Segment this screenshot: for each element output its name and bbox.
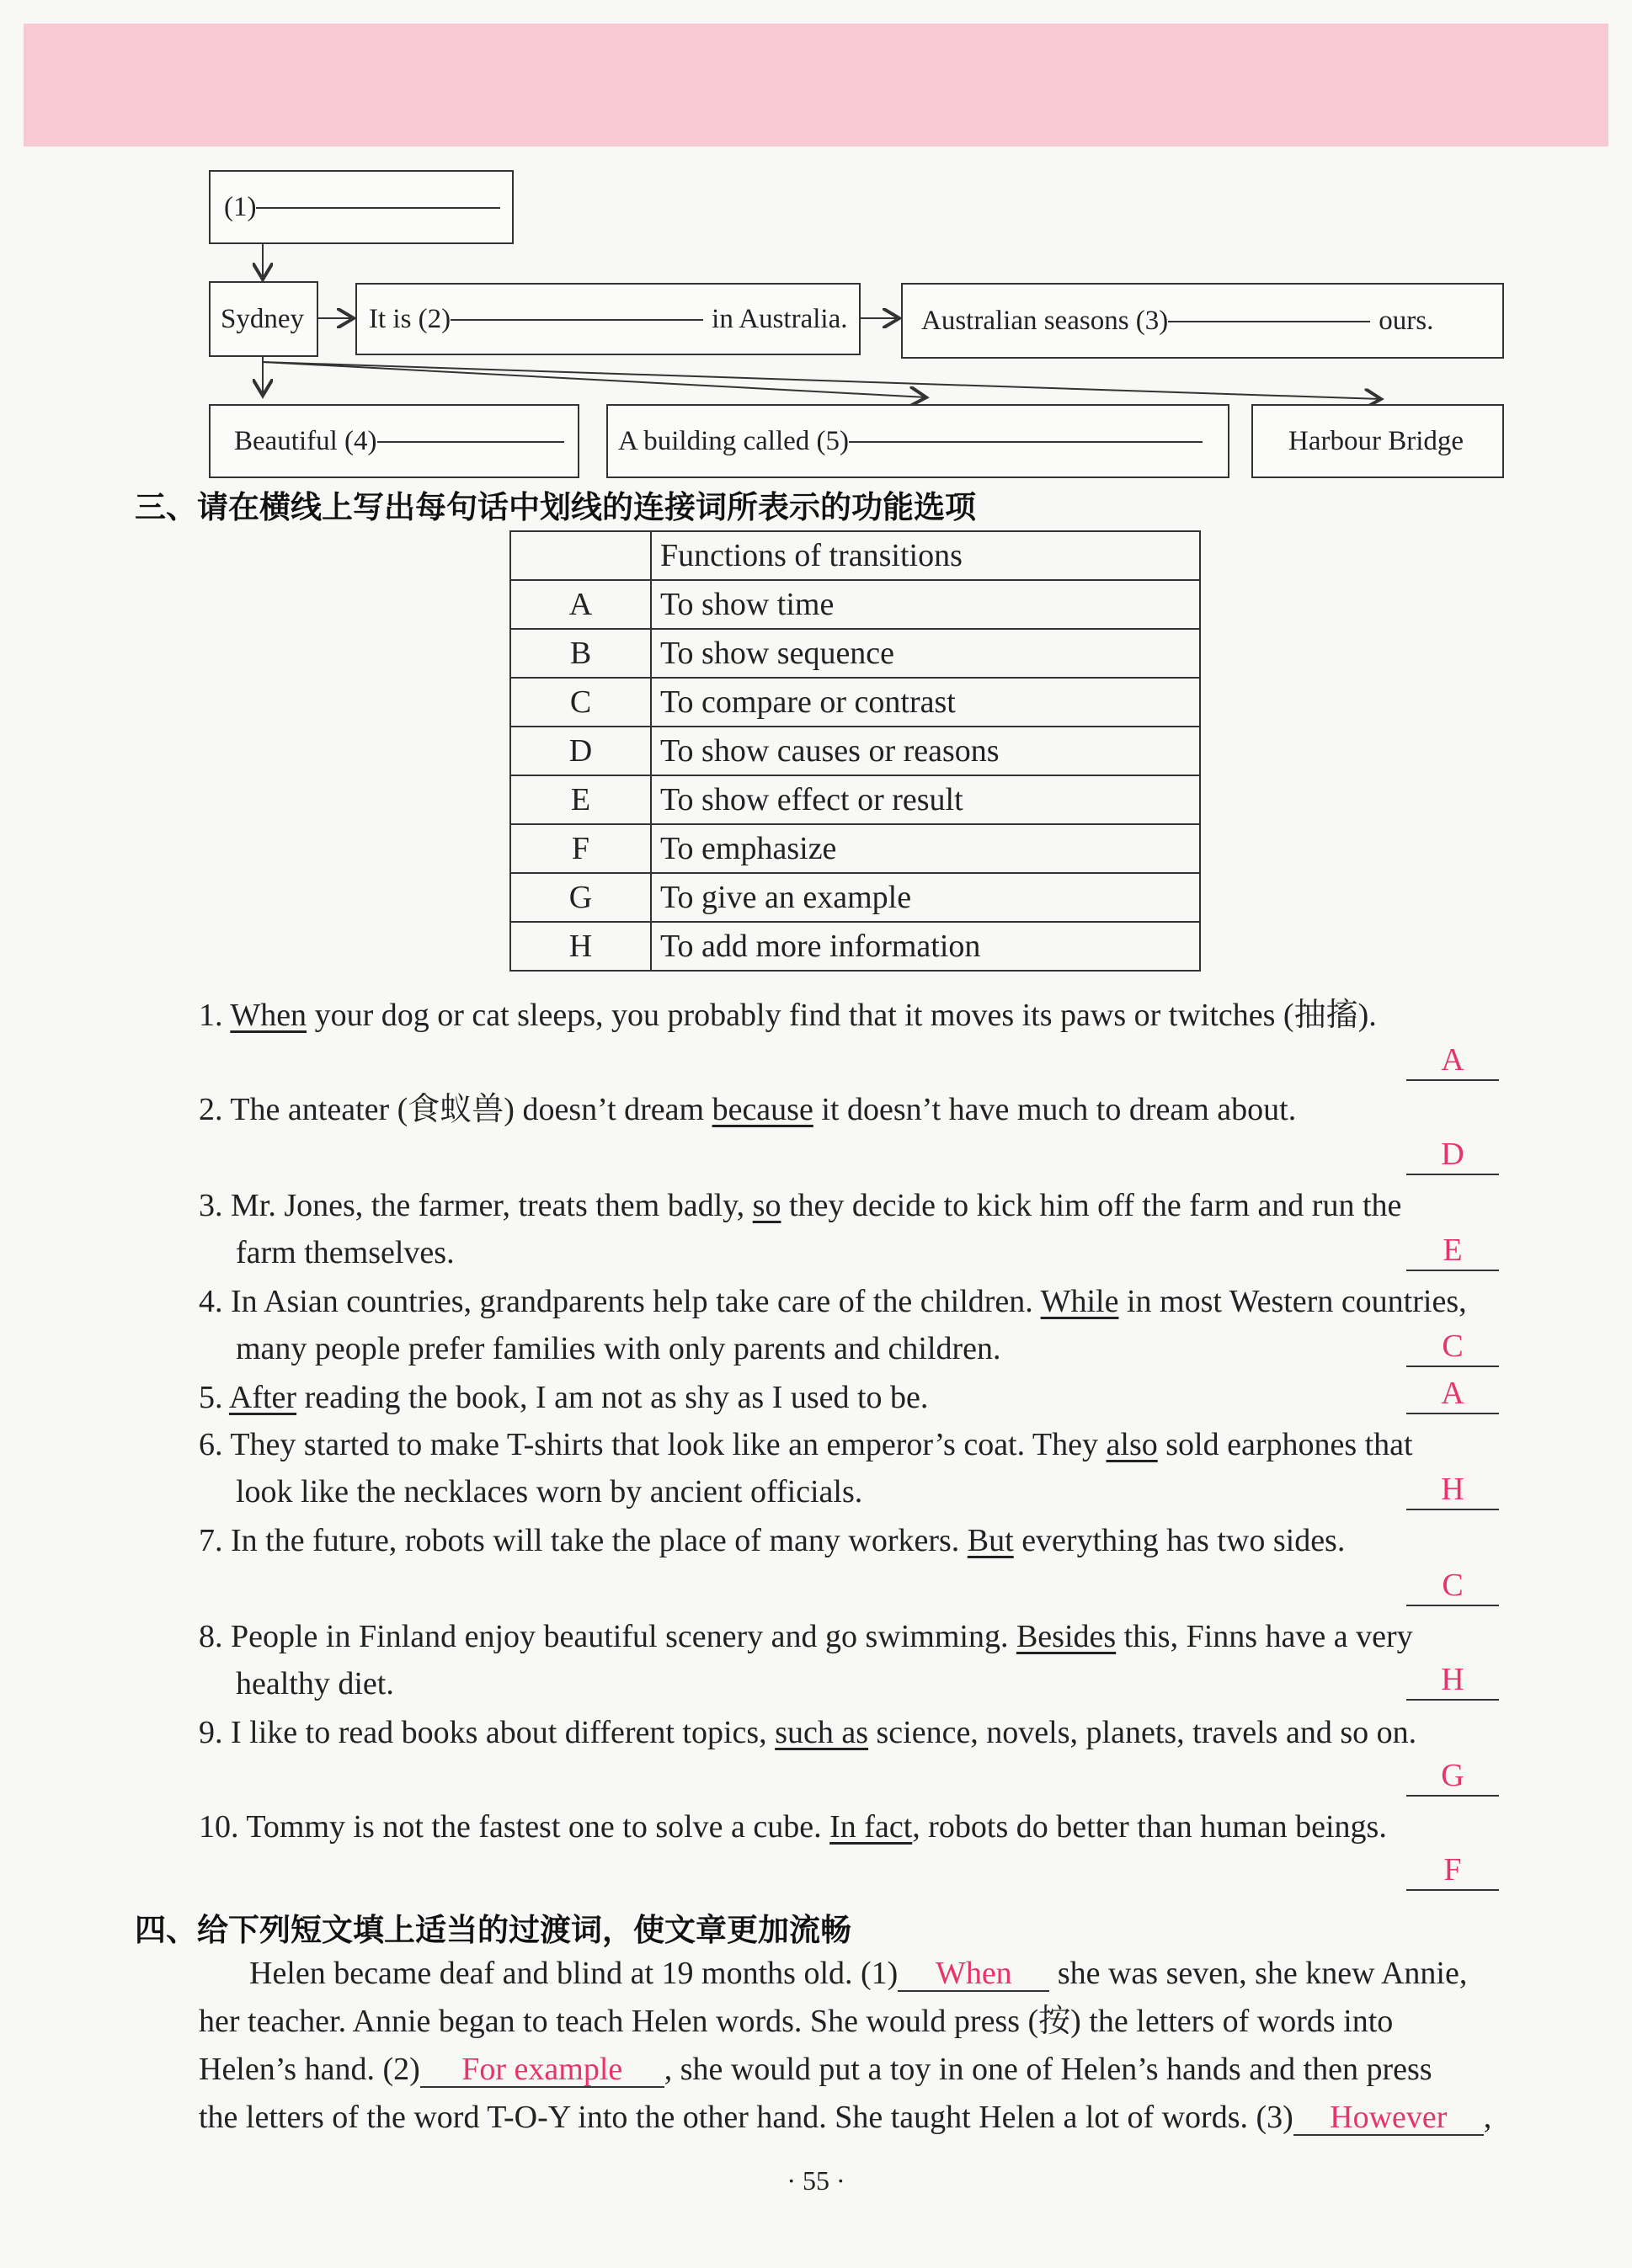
table-header-blank bbox=[510, 531, 651, 580]
question-text: , robots do better than human beings. bbox=[912, 1809, 1387, 1845]
table-cell-letter: A bbox=[510, 580, 651, 629]
passage-line-2: her teacher. Annie began to teach Helen words. She would press (按) the letters of words into bbox=[199, 2004, 1394, 2039]
question-text: They started to make T-shirts that look like an emperor’s coat. They bbox=[230, 1427, 1107, 1462]
table-cell-function: To add more information bbox=[651, 922, 1200, 971]
answer-blank[interactable]: C bbox=[1406, 1566, 1499, 1606]
fill-blank-2[interactable]: For example bbox=[420, 2052, 664, 2088]
table-cell-letter: B bbox=[510, 629, 651, 678]
question-number: 9. bbox=[199, 1715, 231, 1750]
question-line bbox=[199, 1613, 1504, 1660]
table-header-row bbox=[510, 531, 1200, 580]
question-item bbox=[199, 1278, 1504, 1372]
diagram-box-1 bbox=[209, 170, 514, 244]
question-number: 4. bbox=[199, 1284, 231, 1319]
table-cell-letter: C bbox=[510, 678, 651, 727]
question-number: 7. bbox=[199, 1523, 231, 1558]
underlined-transition: because bbox=[712, 1092, 813, 1127]
passage-line-1 bbox=[199, 1950, 1512, 1998]
question-text: I like to read books about different topics, bbox=[231, 1715, 776, 1750]
answer-blank[interactable]: H bbox=[1406, 1470, 1499, 1510]
question-number: 10. bbox=[199, 1809, 247, 1845]
question-text: this, Finns have a very bbox=[1116, 1619, 1413, 1654]
passage-text: , bbox=[1483, 2100, 1492, 2135]
fill-blank-1[interactable]: When bbox=[898, 1957, 1049, 1992]
answer-blank[interactable]: C bbox=[1406, 1327, 1499, 1367]
table-cell-function: To show time bbox=[651, 580, 1200, 629]
table-cell-function: To show effect or result bbox=[651, 775, 1200, 824]
diagram-box-sydney bbox=[209, 281, 318, 357]
table-header-cell: Functions of transitions bbox=[651, 531, 1200, 580]
harbour-label: Harbour Bridge bbox=[1288, 425, 1464, 456]
question-continuation: look like the necklaces worn by ancient officials. bbox=[236, 1474, 863, 1509]
question-text: science, novels, planets, travels and so on. bbox=[868, 1715, 1417, 1750]
sydney-label: Sydney bbox=[221, 303, 304, 334]
question-item bbox=[199, 1803, 1504, 1850]
blank-line bbox=[849, 440, 1203, 443]
answer-blank[interactable]: E bbox=[1406, 1231, 1499, 1271]
table-row bbox=[510, 678, 1200, 727]
fill-blank-3[interactable]: However bbox=[1293, 2100, 1484, 2136]
question-text: Tommy is not the fastest one to solve a cube. bbox=[246, 1809, 830, 1845]
underlined-transition: After bbox=[228, 1380, 297, 1415]
passage-text: she was seven, she knew Annie, bbox=[1049, 1956, 1468, 1991]
table-row bbox=[510, 824, 1200, 873]
underlined-transition: also bbox=[1106, 1427, 1158, 1462]
question-continuation: many people prefer families with only parents and children. bbox=[236, 1331, 1001, 1366]
box2-label: It is (2) bbox=[369, 303, 451, 334]
passage-line-4 bbox=[199, 2094, 1512, 2142]
table-cell-function: To emphasize bbox=[651, 824, 1200, 873]
blank-line bbox=[377, 440, 564, 443]
question-item bbox=[199, 1709, 1504, 1756]
question-line bbox=[199, 992, 1504, 1039]
question-text: In Asian countries, grandparents help take care of the children. bbox=[231, 1284, 1041, 1319]
underlined-transition: When bbox=[230, 998, 307, 1033]
diagram-box-5 bbox=[606, 404, 1229, 478]
box5-label: A building called (5) bbox=[618, 425, 850, 456]
page-number: · 55 · bbox=[787, 2165, 845, 2196]
question-number: 2. bbox=[199, 1092, 231, 1127]
question-number: 6. bbox=[199, 1427, 231, 1462]
blank-line bbox=[256, 206, 500, 209]
underlined-transition: Besides bbox=[1016, 1619, 1117, 1654]
question-text: in most Western countries, bbox=[1118, 1284, 1467, 1319]
question-text: People in Finland enjoy beautiful scenery and go swimming. bbox=[231, 1619, 1016, 1654]
question-number: 8. bbox=[199, 1619, 231, 1654]
functions-table bbox=[509, 530, 1201, 972]
question-item bbox=[199, 992, 1504, 1039]
passage-text: , she would put a toy in one of Helen’s hands and then press bbox=[664, 2052, 1432, 2087]
answer-blank[interactable]: F bbox=[1406, 1850, 1499, 1891]
question-item bbox=[199, 1517, 1504, 1564]
table-cell-letter: D bbox=[510, 727, 651, 775]
question-line bbox=[199, 1709, 1504, 1756]
question-number: 5. bbox=[199, 1380, 229, 1415]
table-row bbox=[510, 922, 1200, 971]
blank-line bbox=[1168, 320, 1370, 322]
box2-suffix: in Australia. bbox=[712, 303, 848, 334]
passage-text: Helen became deaf and blind at 19 months old. (1) bbox=[249, 1956, 899, 1991]
question-line bbox=[199, 1182, 1504, 1229]
diagram-box-4 bbox=[209, 404, 579, 478]
question-text: reading the book, I am not as shy as I used to be. bbox=[296, 1380, 929, 1415]
question-item bbox=[199, 1374, 1504, 1421]
answer-blank[interactable]: H bbox=[1406, 1660, 1499, 1701]
question-number: 3. bbox=[199, 1188, 231, 1223]
table-cell-function: To show causes or reasons bbox=[651, 727, 1200, 775]
question-item bbox=[199, 1613, 1504, 1707]
question-text: your dog or cat sleeps, you probably find that it moves its paws or twitches (抽搐). bbox=[307, 998, 1377, 1033]
answer-blank[interactable]: D bbox=[1406, 1135, 1499, 1175]
table-cell-function: To compare or contrast bbox=[651, 678, 1200, 727]
passage-text: Helen’s hand. (2) bbox=[199, 2052, 420, 2087]
table-cell-letter: H bbox=[510, 922, 651, 971]
question-text: In the future, robots will take the place of many workers. bbox=[231, 1523, 968, 1558]
table-cell-letter: F bbox=[510, 824, 651, 873]
table-cell-letter: G bbox=[510, 873, 651, 922]
table-row bbox=[510, 629, 1200, 678]
underlined-transition: such as bbox=[775, 1715, 868, 1750]
section3-title: 三、请在横线上写出每句话中划线的连接词所表示的功能选项 bbox=[135, 489, 976, 525]
table-cell-function: To give an example bbox=[651, 873, 1200, 922]
question-item bbox=[199, 1086, 1504, 1133]
underlined-transition: But bbox=[967, 1523, 1014, 1558]
diagram-box-2 bbox=[355, 283, 861, 355]
table-row bbox=[510, 727, 1200, 775]
underlined-transition: so bbox=[752, 1188, 781, 1223]
box4-label: Beautiful (4) bbox=[234, 425, 377, 456]
question-item bbox=[199, 1182, 1504, 1276]
box3-label: Australian seasons (3) bbox=[921, 305, 1169, 336]
question-text: everything has two sides. bbox=[1013, 1523, 1346, 1558]
question-text: they decide to kick him off the farm and run the bbox=[781, 1188, 1402, 1223]
table-row bbox=[510, 873, 1200, 922]
passage-line-3 bbox=[199, 2046, 1512, 2094]
passage-text: the letters of the word T-O-Y into the other hand. She taught Helen a lot of words. (3) bbox=[199, 2100, 1293, 2135]
question-text: The anteater (食蚁兽) doesn’t dream bbox=[230, 1092, 712, 1127]
question-line bbox=[199, 1421, 1504, 1468]
passage bbox=[199, 1950, 1512, 2142]
question-item bbox=[199, 1421, 1504, 1515]
section4-title: 四、给下列短文填上适当的过渡词，使文章更加流畅 bbox=[135, 1912, 851, 1948]
diagram-box-harbour bbox=[1251, 404, 1504, 478]
question-continuation: healthy diet. bbox=[236, 1666, 394, 1701]
table-row bbox=[510, 775, 1200, 824]
question-line bbox=[199, 1086, 1504, 1133]
answer-blank[interactable]: A bbox=[1406, 1041, 1499, 1081]
question-text: it doesn’t have much to dream about. bbox=[813, 1092, 1297, 1127]
question-text: Mr. Jones, the farmer, treats them badly, bbox=[231, 1188, 753, 1223]
answer-blank[interactable]: G bbox=[1406, 1756, 1499, 1797]
table-row bbox=[510, 580, 1200, 629]
question-continuation: farm themselves. bbox=[236, 1235, 455, 1270]
question-text: sold earphones that bbox=[1157, 1427, 1413, 1462]
box3-suffix: ours. bbox=[1379, 305, 1434, 336]
diagram-box-3 bbox=[901, 283, 1504, 359]
underlined-transition: While bbox=[1040, 1284, 1119, 1319]
question-line bbox=[199, 1374, 1504, 1421]
question-line bbox=[199, 1278, 1504, 1325]
table-cell-function: To show sequence bbox=[651, 629, 1200, 678]
answer-blank[interactable]: A bbox=[1406, 1374, 1499, 1414]
underlined-transition: In fact bbox=[829, 1809, 913, 1845]
question-line bbox=[199, 1517, 1504, 1564]
question-line bbox=[199, 1803, 1504, 1850]
table-cell-letter: E bbox=[510, 775, 651, 824]
box1-label: (1) bbox=[224, 191, 257, 222]
blank-line bbox=[451, 318, 703, 321]
question-number: 1. bbox=[199, 998, 231, 1033]
